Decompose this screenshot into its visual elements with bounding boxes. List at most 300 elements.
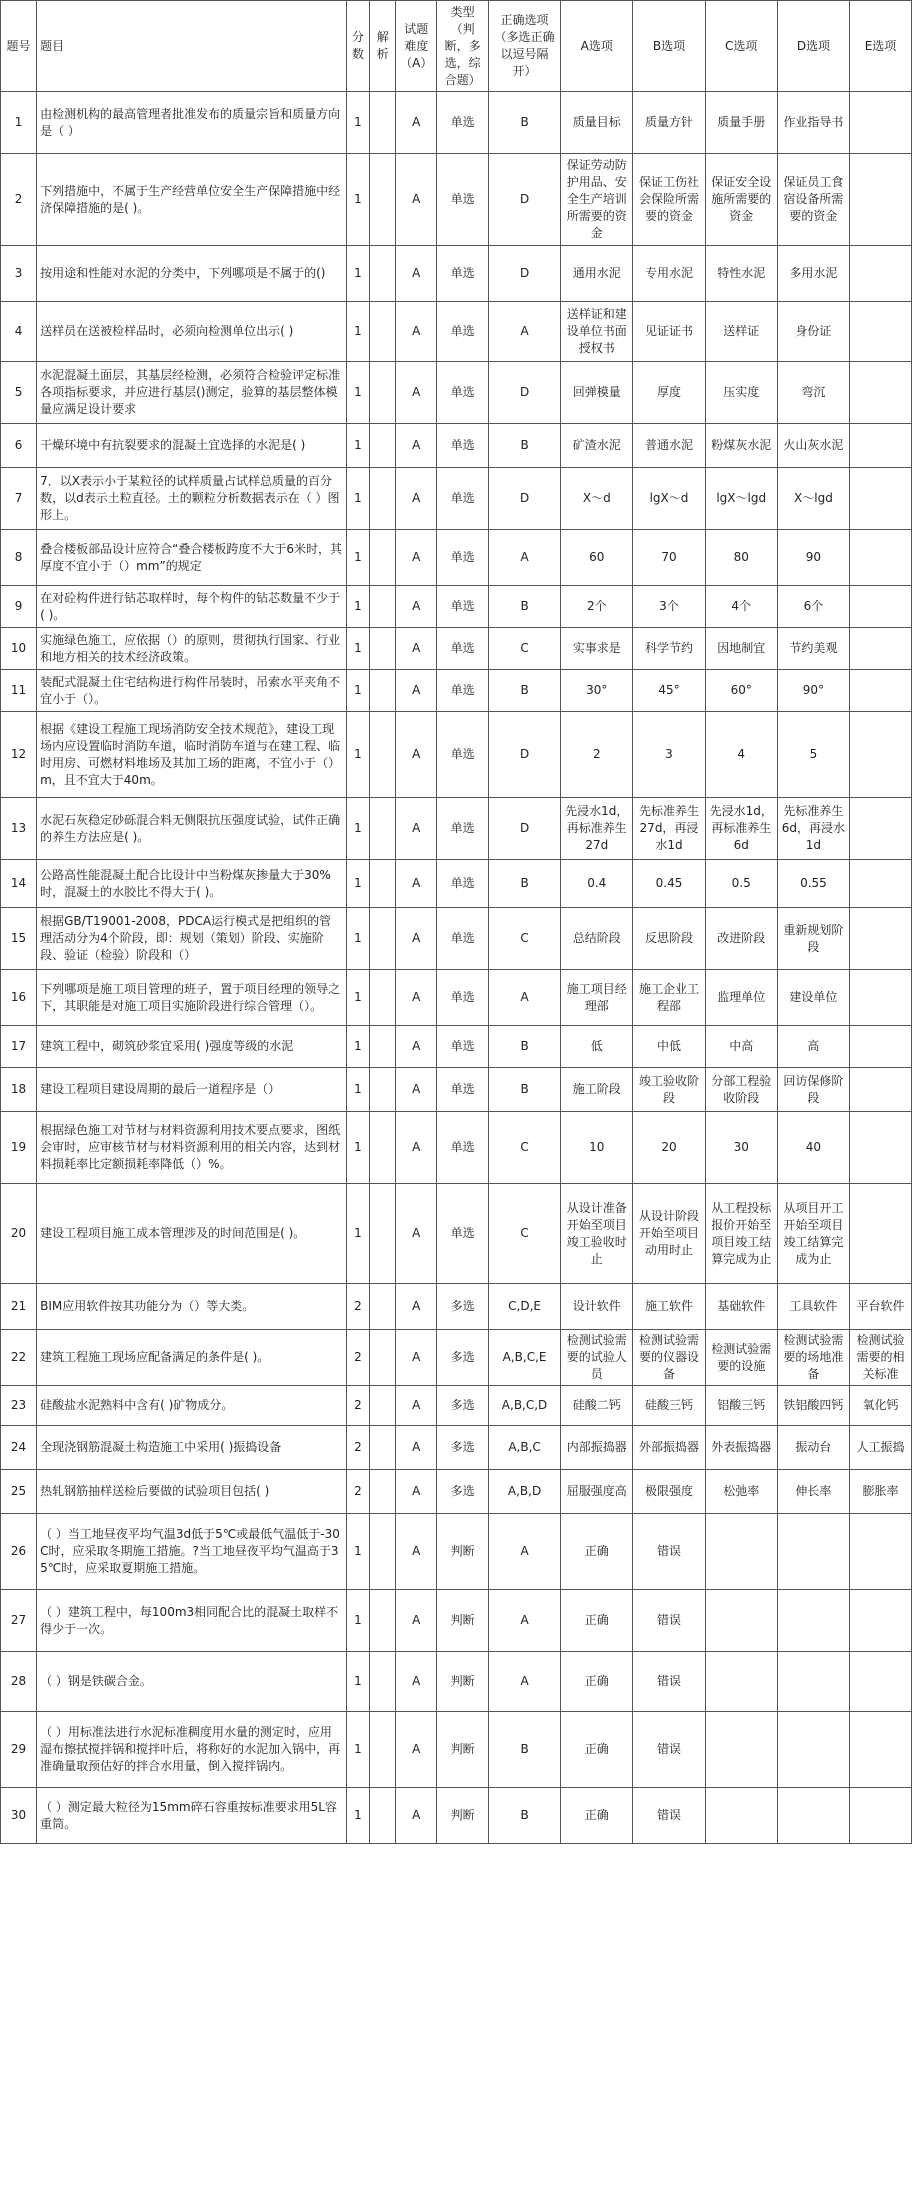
cell-option-c[interactable] <box>705 1652 777 1712</box>
cell-option-c[interactable]: 60° <box>705 670 777 712</box>
cell-option-b[interactable]: 错误 <box>633 1514 705 1590</box>
cell-score[interactable]: 2 <box>346 1330 370 1386</box>
cell-option-b[interactable]: 45° <box>633 670 705 712</box>
cell-option-d[interactable]: 高 <box>777 1026 849 1068</box>
header-cell-option-d[interactable]: D选项 <box>777 1 849 92</box>
cell-answer[interactable]: B <box>488 92 560 154</box>
cell-analysis[interactable] <box>370 1470 396 1514</box>
cell-no[interactable]: 14 <box>1 860 37 908</box>
cell-analysis[interactable] <box>370 424 396 468</box>
cell-option-c[interactable]: 松弛率 <box>705 1470 777 1514</box>
cell-option-b[interactable]: 专用水泥 <box>633 246 705 302</box>
cell-option-c[interactable]: 4个 <box>705 586 777 628</box>
cell-option-c[interactable]: 送样证 <box>705 302 777 362</box>
cell-option-e[interactable]: 氧化钙 <box>850 1386 912 1426</box>
cell-difficulty[interactable]: A <box>396 302 437 362</box>
cell-question[interactable]: （ ）建筑工程中，每100m3相同配合比的混凝土取样不得少于一次。 <box>37 1590 347 1652</box>
cell-option-a[interactable]: 屈服强度高 <box>561 1470 633 1514</box>
cell-analysis[interactable] <box>370 860 396 908</box>
cell-answer[interactable]: A <box>488 1590 560 1652</box>
cell-answer[interactable]: B <box>488 1712 560 1788</box>
cell-analysis[interactable] <box>370 1514 396 1590</box>
cell-option-d[interactable]: 90° <box>777 670 849 712</box>
cell-type[interactable]: 单选 <box>437 530 489 586</box>
cell-analysis[interactable] <box>370 1386 396 1426</box>
cell-option-d[interactable]: 振动台 <box>777 1426 849 1470</box>
cell-score[interactable]: 1 <box>346 92 370 154</box>
cell-difficulty[interactable]: A <box>396 154 437 246</box>
cell-no[interactable]: 3 <box>1 246 37 302</box>
cell-type[interactable]: 单选 <box>437 798 489 860</box>
cell-option-a[interactable]: 矿渣水泥 <box>561 424 633 468</box>
cell-question[interactable]: 下列哪项是施工项目管理的班子，置于项目经理的领导之下，其职能是对施工项目实施阶段进行综合管理（）。 <box>37 970 347 1026</box>
cell-type[interactable]: 判断 <box>437 1514 489 1590</box>
cell-type[interactable]: 单选 <box>437 860 489 908</box>
cell-option-a[interactable]: 30° <box>561 670 633 712</box>
cell-option-a[interactable]: 10 <box>561 1112 633 1184</box>
cell-option-e[interactable] <box>850 860 912 908</box>
cell-option-d[interactable] <box>777 1788 849 1844</box>
cell-analysis[interactable] <box>370 468 396 530</box>
cell-option-c[interactable]: 基础软件 <box>705 1284 777 1330</box>
cell-option-e[interactable]: 平台软件 <box>850 1284 912 1330</box>
cell-score[interactable]: 1 <box>346 1712 370 1788</box>
cell-analysis[interactable] <box>370 246 396 302</box>
cell-option-d[interactable]: X～lgd <box>777 468 849 530</box>
cell-type[interactable]: 判断 <box>437 1712 489 1788</box>
cell-answer[interactable]: B <box>488 586 560 628</box>
cell-no[interactable]: 9 <box>1 586 37 628</box>
cell-option-b[interactable]: 质量方针 <box>633 92 705 154</box>
cell-option-d[interactable]: 0.55 <box>777 860 849 908</box>
cell-difficulty[interactable]: A <box>396 1184 437 1284</box>
cell-score[interactable]: 1 <box>346 586 370 628</box>
cell-score[interactable]: 1 <box>346 1184 370 1284</box>
cell-question[interactable]: （ ）测定最大粒径为15mm碎石容重按标准要求用5L容重筒。 <box>37 1788 347 1844</box>
cell-analysis[interactable] <box>370 530 396 586</box>
cell-option-c[interactable]: 因地制宜 <box>705 628 777 670</box>
cell-option-d[interactable]: 重新规划阶段 <box>777 908 849 970</box>
cell-option-b[interactable]: 竣工验收阶段 <box>633 1068 705 1112</box>
cell-question[interactable]: BIM应用软件按其功能分为（）等大类。 <box>37 1284 347 1330</box>
cell-answer[interactable]: A,B,C,D <box>488 1386 560 1426</box>
cell-no[interactable]: 25 <box>1 1470 37 1514</box>
cell-no[interactable]: 19 <box>1 1112 37 1184</box>
cell-option-e[interactable] <box>850 712 912 798</box>
cell-answer[interactable]: D <box>488 712 560 798</box>
cell-option-b[interactable]: 20 <box>633 1112 705 1184</box>
cell-difficulty[interactable]: A <box>396 92 437 154</box>
cell-option-e[interactable] <box>850 246 912 302</box>
cell-option-a[interactable]: X～d <box>561 468 633 530</box>
cell-score[interactable]: 1 <box>346 362 370 424</box>
cell-option-a[interactable]: 检测试验需要的试验人员 <box>561 1330 633 1386</box>
cell-no[interactable]: 24 <box>1 1426 37 1470</box>
cell-option-d[interactable]: 40 <box>777 1112 849 1184</box>
cell-option-c[interactable]: 0.5 <box>705 860 777 908</box>
cell-option-a[interactable]: 0.4 <box>561 860 633 908</box>
cell-type[interactable]: 单选 <box>437 586 489 628</box>
cell-difficulty[interactable]: A <box>396 1590 437 1652</box>
cell-question[interactable]: 送样员在送被检样品时，必须向检测单位出示( ) <box>37 302 347 362</box>
cell-no[interactable]: 18 <box>1 1068 37 1112</box>
cell-option-e[interactable] <box>850 628 912 670</box>
cell-option-a[interactable]: 实事求是 <box>561 628 633 670</box>
cell-difficulty[interactable]: A <box>396 1386 437 1426</box>
cell-type[interactable]: 单选 <box>437 908 489 970</box>
cell-option-b[interactable]: 中低 <box>633 1026 705 1068</box>
cell-option-b[interactable]: 先标准养生27d，再浸水1d <box>633 798 705 860</box>
cell-option-a[interactable]: 硅酸二钙 <box>561 1386 633 1426</box>
cell-option-e[interactable]: 检测试验需要的相关标准 <box>850 1330 912 1386</box>
cell-option-d[interactable]: 弯沉 <box>777 362 849 424</box>
cell-question[interactable]: （ ）用标准法进行水泥标准稠度用水量的测定时，应用湿布擦拭搅拌锅和搅拌叶后，将称好的水泥加入锅中，再准确量取预估好的拌合水用量，倒入搅拌锅内。 <box>37 1712 347 1788</box>
cell-score[interactable]: 1 <box>346 908 370 970</box>
cell-option-d[interactable]: 先标准养生6d，再浸水1d <box>777 798 849 860</box>
cell-option-e[interactable] <box>850 1112 912 1184</box>
cell-difficulty[interactable]: A <box>396 1112 437 1184</box>
cell-option-d[interactable]: 作业指导书 <box>777 92 849 154</box>
cell-no[interactable]: 4 <box>1 302 37 362</box>
cell-difficulty[interactable]: A <box>396 1330 437 1386</box>
cell-analysis[interactable] <box>370 92 396 154</box>
cell-type[interactable]: 单选 <box>437 302 489 362</box>
cell-option-c[interactable]: 从工程投标报价开始至项目竣工结算完成为止 <box>705 1184 777 1284</box>
cell-option-e[interactable]: 膨胀率 <box>850 1470 912 1514</box>
cell-no[interactable]: 20 <box>1 1184 37 1284</box>
cell-answer[interactable]: C,D,E <box>488 1284 560 1330</box>
cell-score[interactable]: 1 <box>346 530 370 586</box>
cell-type[interactable]: 多选 <box>437 1330 489 1386</box>
cell-question[interactable]: 根据GB/T19001-2008，PDCA运行模式是把组织的管理活动分为4个阶段，即：规划（策划）阶段、实施阶段、验证（检验）阶段和（） <box>37 908 347 970</box>
cell-answer[interactable]: A <box>488 302 560 362</box>
cell-type[interactable]: 单选 <box>437 712 489 798</box>
cell-answer[interactable]: A,B,D <box>488 1470 560 1514</box>
cell-score[interactable]: 1 <box>346 302 370 362</box>
cell-option-b[interactable]: 70 <box>633 530 705 586</box>
cell-option-b[interactable]: 3 <box>633 712 705 798</box>
cell-option-e[interactable] <box>850 1068 912 1112</box>
cell-score[interactable]: 2 <box>346 1284 370 1330</box>
cell-question[interactable]: 干燥环境中有抗裂要求的混凝土宜选择的水泥是( ) <box>37 424 347 468</box>
cell-score[interactable]: 1 <box>346 1590 370 1652</box>
cell-no[interactable]: 23 <box>1 1386 37 1426</box>
cell-option-d[interactable] <box>777 1514 849 1590</box>
cell-score[interactable]: 1 <box>346 712 370 798</box>
cell-option-b[interactable]: 检测试验需要的仪器设备 <box>633 1330 705 1386</box>
cell-option-a[interactable]: 内部振捣器 <box>561 1426 633 1470</box>
cell-question[interactable]: 由检测机构的最高管理者批准发布的质量宗旨和质量方向是（ ） <box>37 92 347 154</box>
cell-score[interactable]: 1 <box>346 424 370 468</box>
cell-difficulty[interactable]: A <box>396 1284 437 1330</box>
cell-question[interactable]: 热轧钢筋抽样送检后要做的试验项目包括( ) <box>37 1470 347 1514</box>
cell-option-d[interactable]: 多用水泥 <box>777 246 849 302</box>
cell-option-b[interactable]: 见证证书 <box>633 302 705 362</box>
cell-question[interactable]: 在对砼构件进行钻芯取样时，每个构件的钻芯数量不少于( )。 <box>37 586 347 628</box>
cell-question[interactable]: 建筑工程施工现场应配备满足的条件是( )。 <box>37 1330 347 1386</box>
cell-difficulty[interactable]: A <box>396 1712 437 1788</box>
cell-answer[interactable]: A <box>488 1514 560 1590</box>
cell-option-a[interactable]: 2 <box>561 712 633 798</box>
cell-difficulty[interactable]: A <box>396 1068 437 1112</box>
cell-type[interactable]: 多选 <box>437 1426 489 1470</box>
cell-option-e[interactable] <box>850 530 912 586</box>
cell-option-e[interactable] <box>850 92 912 154</box>
cell-no[interactable]: 6 <box>1 424 37 468</box>
cell-answer[interactable]: A,B,C <box>488 1426 560 1470</box>
cell-option-b[interactable]: 0.45 <box>633 860 705 908</box>
cell-option-a[interactable]: 送样证和建设单位书面授权书 <box>561 302 633 362</box>
cell-difficulty[interactable]: A <box>396 362 437 424</box>
cell-option-b[interactable]: 错误 <box>633 1652 705 1712</box>
header-cell-option-c[interactable]: C选项 <box>705 1 777 92</box>
cell-analysis[interactable] <box>370 670 396 712</box>
cell-question[interactable]: 叠合楼板部品设计应符合“叠合楼板跨度不大于6米时，其厚度不宜小于（）mm”的规定 <box>37 530 347 586</box>
cell-option-e[interactable] <box>850 154 912 246</box>
cell-option-b[interactable]: 错误 <box>633 1712 705 1788</box>
cell-score[interactable]: 1 <box>346 970 370 1026</box>
cell-option-b[interactable]: 保证工伤社会保险所需要的资金 <box>633 154 705 246</box>
cell-no[interactable]: 16 <box>1 970 37 1026</box>
cell-option-e[interactable] <box>850 1652 912 1712</box>
cell-analysis[interactable] <box>370 1026 396 1068</box>
cell-option-b[interactable]: 从设计阶段开始至项目动用时止 <box>633 1184 705 1284</box>
cell-option-a[interactable]: 设计软件 <box>561 1284 633 1330</box>
cell-type[interactable]: 单选 <box>437 1112 489 1184</box>
cell-score[interactable]: 2 <box>346 1426 370 1470</box>
cell-difficulty[interactable]: A <box>396 1788 437 1844</box>
header-cell-no[interactable]: 题号 <box>1 1 37 92</box>
cell-option-c[interactable] <box>705 1590 777 1652</box>
cell-option-e[interactable] <box>850 798 912 860</box>
cell-no[interactable]: 5 <box>1 362 37 424</box>
cell-analysis[interactable] <box>370 1184 396 1284</box>
cell-difficulty[interactable]: A <box>396 1470 437 1514</box>
cell-score[interactable]: 2 <box>346 1470 370 1514</box>
cell-option-b[interactable]: lgX～d <box>633 468 705 530</box>
cell-analysis[interactable] <box>370 302 396 362</box>
cell-question[interactable]: 全现浇钢筋混凝土构造施工中采用( )振捣设备 <box>37 1426 347 1470</box>
cell-answer[interactable]: D <box>488 154 560 246</box>
cell-question[interactable]: 建设工程项目施工成本管理涉及的时间范围是( )。 <box>37 1184 347 1284</box>
cell-option-e[interactable] <box>850 670 912 712</box>
cell-option-d[interactable] <box>777 1652 849 1712</box>
cell-type[interactable]: 单选 <box>437 628 489 670</box>
cell-option-a[interactable]: 施工项目经理部 <box>561 970 633 1026</box>
cell-type[interactable]: 单选 <box>437 1184 489 1284</box>
cell-type[interactable]: 多选 <box>437 1284 489 1330</box>
cell-analysis[interactable] <box>370 586 396 628</box>
cell-option-b[interactable]: 硅酸三钙 <box>633 1386 705 1426</box>
cell-option-c[interactable] <box>705 1788 777 1844</box>
header-cell-option-e[interactable]: E选项 <box>850 1 912 92</box>
cell-difficulty[interactable]: A <box>396 970 437 1026</box>
cell-difficulty[interactable]: A <box>396 860 437 908</box>
cell-option-e[interactable] <box>850 1026 912 1068</box>
cell-option-a[interactable]: 正确 <box>561 1712 633 1788</box>
cell-no[interactable]: 12 <box>1 712 37 798</box>
cell-option-a[interactable]: 从设计准备开始至项目竣工验收时止 <box>561 1184 633 1284</box>
cell-option-a[interactable]: 正确 <box>561 1788 633 1844</box>
cell-option-d[interactable]: 建设单位 <box>777 970 849 1026</box>
cell-option-c[interactable]: 分部工程验收阶段 <box>705 1068 777 1112</box>
cell-option-b[interactable]: 反思阶段 <box>633 908 705 970</box>
cell-type[interactable]: 判断 <box>437 1652 489 1712</box>
cell-option-e[interactable]: 人工振捣 <box>850 1426 912 1470</box>
cell-answer[interactable]: B <box>488 670 560 712</box>
cell-analysis[interactable] <box>370 712 396 798</box>
cell-no[interactable]: 21 <box>1 1284 37 1330</box>
cell-option-e[interactable] <box>850 970 912 1026</box>
cell-score[interactable]: 1 <box>346 798 370 860</box>
cell-type[interactable]: 单选 <box>437 670 489 712</box>
cell-option-c[interactable]: 监理单位 <box>705 970 777 1026</box>
cell-option-a[interactable]: 施工阶段 <box>561 1068 633 1112</box>
cell-answer[interactable]: C <box>488 1184 560 1284</box>
cell-analysis[interactable] <box>370 362 396 424</box>
cell-option-a[interactable]: 正确 <box>561 1590 633 1652</box>
cell-difficulty[interactable]: A <box>396 908 437 970</box>
header-cell-option-a[interactable]: A选项 <box>561 1 633 92</box>
cell-option-a[interactable]: 质量目标 <box>561 92 633 154</box>
cell-option-b[interactable]: 厚度 <box>633 362 705 424</box>
cell-option-c[interactable]: 保证安全设施所需要的资金 <box>705 154 777 246</box>
cell-analysis[interactable] <box>370 798 396 860</box>
cell-option-d[interactable]: 5 <box>777 712 849 798</box>
cell-option-c[interactable]: 80 <box>705 530 777 586</box>
cell-difficulty[interactable]: A <box>396 424 437 468</box>
cell-analysis[interactable] <box>370 1712 396 1788</box>
cell-option-e[interactable] <box>850 1712 912 1788</box>
cell-option-a[interactable]: 回弹模量 <box>561 362 633 424</box>
cell-type[interactable]: 单选 <box>437 424 489 468</box>
cell-difficulty[interactable]: A <box>396 628 437 670</box>
cell-difficulty[interactable]: A <box>396 1026 437 1068</box>
cell-option-a[interactable]: 总结阶段 <box>561 908 633 970</box>
cell-answer[interactable]: C <box>488 628 560 670</box>
cell-option-b[interactable]: 科学节约 <box>633 628 705 670</box>
cell-score[interactable]: 1 <box>346 468 370 530</box>
cell-option-c[interactable]: lgX～lgd <box>705 468 777 530</box>
cell-no[interactable]: 11 <box>1 670 37 712</box>
header-cell-analysis[interactable]: 解析 <box>370 1 396 92</box>
cell-type[interactable]: 多选 <box>437 1470 489 1514</box>
cell-option-d[interactable]: 回访保修阶段 <box>777 1068 849 1112</box>
cell-score[interactable]: 1 <box>346 1514 370 1590</box>
cell-option-b[interactable]: 施工软件 <box>633 1284 705 1330</box>
cell-analysis[interactable] <box>370 154 396 246</box>
cell-difficulty[interactable]: A <box>396 246 437 302</box>
cell-option-c[interactable]: 粉煤灰水泥 <box>705 424 777 468</box>
cell-difficulty[interactable]: A <box>396 468 437 530</box>
cell-score[interactable]: 2 <box>346 1386 370 1426</box>
cell-analysis[interactable] <box>370 628 396 670</box>
cell-type[interactable]: 判断 <box>437 1788 489 1844</box>
cell-type[interactable]: 单选 <box>437 970 489 1026</box>
cell-question[interactable]: 根据《建设工程施工现场消防安全技术规范》，建设工现场内应设置临时消防车道，临时消防车道与在建工程、临时用房、可燃材料堆场及其加工场的距离，不宜小于（）m，且不宜大于40m。 <box>37 712 347 798</box>
cell-analysis[interactable] <box>370 1652 396 1712</box>
cell-option-d[interactable]: 火山灰水泥 <box>777 424 849 468</box>
cell-difficulty[interactable]: A <box>396 586 437 628</box>
cell-answer[interactable]: D <box>488 362 560 424</box>
cell-option-a[interactable]: 正确 <box>561 1514 633 1590</box>
cell-no[interactable]: 27 <box>1 1590 37 1652</box>
cell-option-c[interactable]: 压实度 <box>705 362 777 424</box>
cell-option-c[interactable]: 检测试验需要的设施 <box>705 1330 777 1386</box>
cell-type[interactable]: 单选 <box>437 1026 489 1068</box>
cell-question[interactable]: 公路高性能混凝土配合比设计中当粉煤灰掺量大于30%时，混凝土的水胶比不得大于( )。 <box>37 860 347 908</box>
cell-no[interactable]: 8 <box>1 530 37 586</box>
cell-no[interactable]: 10 <box>1 628 37 670</box>
cell-no[interactable]: 29 <box>1 1712 37 1788</box>
cell-option-b[interactable]: 普通水泥 <box>633 424 705 468</box>
cell-option-e[interactable] <box>850 424 912 468</box>
cell-difficulty[interactable]: A <box>396 712 437 798</box>
cell-no[interactable]: 2 <box>1 154 37 246</box>
cell-score[interactable]: 1 <box>346 1652 370 1712</box>
cell-type[interactable]: 单选 <box>437 154 489 246</box>
cell-analysis[interactable] <box>370 1426 396 1470</box>
cell-analysis[interactable] <box>370 1284 396 1330</box>
cell-score[interactable]: 1 <box>346 246 370 302</box>
cell-option-d[interactable]: 90 <box>777 530 849 586</box>
cell-question[interactable]: （ ）钢是铁碳合金。 <box>37 1652 347 1712</box>
cell-question[interactable]: 根据绿色施工对节材与材料资源利用技术要点要求，图纸会审时，应审核节材与材料资源利用的相关内容，达到材料损耗率比定额损耗率降低（）%。 <box>37 1112 347 1184</box>
cell-difficulty[interactable]: A <box>396 1426 437 1470</box>
cell-option-a[interactable]: 低 <box>561 1026 633 1068</box>
cell-question[interactable]: （ ）当工地昼夜平均气温3d低于5℃或最低气温低于-30C时，应采取冬期施工措施。?当工地昼夜平均气温高于35℃时，应采取夏期施工措施。 <box>37 1514 347 1590</box>
cell-difficulty[interactable]: A <box>396 798 437 860</box>
cell-option-d[interactable]: 伸长率 <box>777 1470 849 1514</box>
cell-option-e[interactable] <box>850 586 912 628</box>
cell-difficulty[interactable]: A <box>396 530 437 586</box>
cell-option-b[interactable]: 极限强度 <box>633 1470 705 1514</box>
cell-score[interactable]: 1 <box>346 670 370 712</box>
cell-answer[interactable]: B <box>488 1068 560 1112</box>
cell-answer[interactable]: A <box>488 970 560 1026</box>
cell-option-d[interactable]: 6个 <box>777 586 849 628</box>
cell-answer[interactable]: C <box>488 1112 560 1184</box>
cell-type[interactable]: 单选 <box>437 362 489 424</box>
cell-answer[interactable]: B <box>488 1788 560 1844</box>
cell-option-e[interactable] <box>850 908 912 970</box>
cell-option-d[interactable]: 工具软件 <box>777 1284 849 1330</box>
cell-analysis[interactable] <box>370 1112 396 1184</box>
cell-option-e[interactable] <box>850 468 912 530</box>
cell-no[interactable]: 1 <box>1 92 37 154</box>
cell-option-b[interactable]: 外部振捣器 <box>633 1426 705 1470</box>
header-cell-answer[interactable]: 正确选项（多选正确以逗号隔开） <box>488 1 560 92</box>
cell-type[interactable]: 判断 <box>437 1590 489 1652</box>
cell-no[interactable]: 17 <box>1 1026 37 1068</box>
cell-option-e[interactable] <box>850 1184 912 1284</box>
cell-answer[interactable]: B <box>488 860 560 908</box>
cell-score[interactable]: 1 <box>346 1112 370 1184</box>
cell-score[interactable]: 1 <box>346 154 370 246</box>
cell-no[interactable]: 28 <box>1 1652 37 1712</box>
cell-option-c[interactable] <box>705 1514 777 1590</box>
cell-option-c[interactable]: 质量手册 <box>705 92 777 154</box>
cell-score[interactable]: 1 <box>346 1026 370 1068</box>
cell-analysis[interactable] <box>370 1068 396 1112</box>
cell-option-b[interactable]: 施工企业工程部 <box>633 970 705 1026</box>
header-cell-type[interactable]: 类型（判断，多选，综合题） <box>437 1 489 92</box>
cell-question[interactable]: 按用途和性能对水泥的分类中，下列哪项是不属于的() <box>37 246 347 302</box>
cell-answer[interactable]: B <box>488 424 560 468</box>
cell-option-e[interactable] <box>850 1788 912 1844</box>
header-cell-score[interactable]: 分数 <box>346 1 370 92</box>
cell-question[interactable]: 实施绿色施工，应依据（）的原则，贯彻执行国家、行业和地方相关的技术经济政策。 <box>37 628 347 670</box>
